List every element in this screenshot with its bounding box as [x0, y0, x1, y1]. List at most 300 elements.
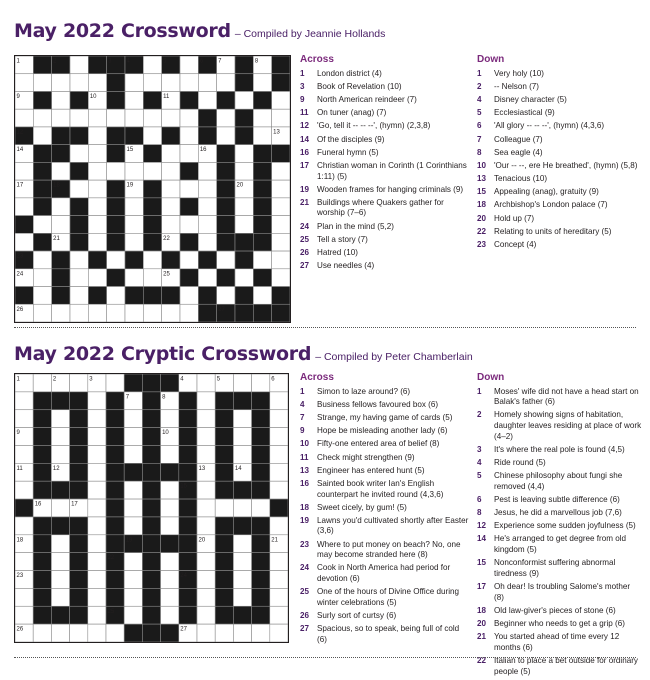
grid-cell[interactable]: [33, 304, 51, 322]
grid-cell[interactable]: [270, 392, 288, 410]
grid-cell[interactable]: [88, 463, 106, 481]
grid-cell[interactable]: [198, 216, 216, 234]
grid-cell[interactable]: [88, 553, 106, 571]
grid-cell[interactable]: [125, 198, 143, 216]
grid-cell[interactable]: [233, 445, 251, 463]
grid-cell[interactable]: [253, 287, 271, 305]
grid-cell[interactable]: [198, 162, 216, 180]
grid-cell[interactable]: [197, 606, 215, 624]
grid-cell[interactable]: [197, 428, 215, 446]
grid-cell[interactable]: [124, 428, 142, 446]
grid-cell[interactable]: [88, 180, 106, 198]
grid-cell[interactable]: [143, 304, 161, 322]
grid-cell[interactable]: [70, 56, 88, 74]
grid-cell[interactable]: [51, 445, 69, 463]
clue-number: 13: [477, 174, 487, 184]
grid-cell[interactable]: [233, 410, 251, 428]
grid-block: [142, 392, 160, 410]
grid-cell[interactable]: [15, 410, 33, 428]
grid-cell[interactable]: [52, 304, 70, 322]
grid-cell[interactable]: [197, 499, 215, 517]
clue-text: Book of Revelation (10): [317, 81, 402, 91]
grid-cell[interactable]: [88, 588, 106, 606]
grid-cell[interactable]: [124, 445, 142, 463]
grid-cell[interactable]: [270, 463, 288, 481]
grid-cell[interactable]: [88, 216, 106, 234]
grid-cell[interactable]: [235, 198, 253, 216]
grid-cell[interactable]: [270, 410, 288, 428]
grid-block: [125, 287, 143, 305]
across-clue: [300, 69, 470, 80]
cell-number: 13: [198, 465, 206, 472]
grid-cell[interactable]: [15, 588, 33, 606]
grid-cell[interactable]: [88, 233, 106, 251]
clue-text: Homely showing signs of habitation, daughter leaves residing at place of work (4–2): [494, 410, 642, 441]
grid-cell[interactable]: [15, 392, 33, 410]
grid-block: [106, 535, 124, 553]
grid-cell[interactable]: [51, 428, 69, 446]
grid-cell[interactable]: [270, 428, 288, 446]
grid-svg[interactable]: [15, 374, 288, 642]
grid-block: [107, 216, 125, 234]
clue-number: 21: [300, 197, 310, 207]
clue-text: Simon to laze around? (6): [317, 386, 411, 396]
grid-cell[interactable]: [125, 109, 143, 127]
grid-cell[interactable]: [107, 287, 125, 305]
grid-cell[interactable]: [270, 481, 288, 499]
down-clue: [477, 619, 642, 630]
grid-block: [252, 445, 270, 463]
grid-cell[interactable]: [107, 109, 125, 127]
grid-cell[interactable]: [270, 571, 288, 589]
grid-cell[interactable]: [253, 109, 271, 127]
clue-text: Appealing (anag), gratuity (9): [494, 187, 599, 197]
clue-number: 8: [477, 147, 482, 157]
grid-cell[interactable]: [33, 374, 51, 392]
across-clue: [300, 235, 470, 246]
grid-block: [179, 410, 197, 428]
grid-cell[interactable]: [180, 216, 198, 234]
grid-block: [51, 606, 69, 624]
grid-cell[interactable]: [161, 410, 179, 428]
clue-text: Oh dear! Is troubling Salome's mother (8): [494, 582, 631, 602]
grid-cell[interactable]: [106, 624, 124, 642]
down-clue: [477, 108, 642, 119]
grid-cell[interactable]: [88, 606, 106, 624]
grid-cell[interactable]: [180, 287, 198, 305]
grid-cell[interactable]: [252, 624, 270, 642]
grid-cell[interactable]: [88, 74, 106, 92]
grid-cell[interactable]: [88, 445, 106, 463]
clue-text: Concept (4): [494, 240, 537, 250]
clue-text: Funeral hymn (5): [317, 147, 379, 157]
clue-text: Hatred (10): [317, 248, 358, 258]
grid-cell[interactable]: [125, 269, 143, 287]
grid-cell[interactable]: [198, 74, 216, 92]
grid-cell[interactable]: [253, 251, 271, 269]
grid-cell[interactable]: [252, 499, 270, 517]
grid-cell[interactable]: [217, 109, 235, 127]
grid-cell[interactable]: [143, 109, 161, 127]
grid-cell[interactable]: [233, 499, 251, 517]
clue-text: Fifty-one entered area of belief (8): [317, 439, 440, 449]
grid-cell[interactable]: [124, 606, 142, 624]
grid-block: [52, 287, 70, 305]
crossword-across-clues: [300, 55, 470, 274]
grid-cell[interactable]: [70, 251, 88, 269]
grid-cell[interactable]: [33, 74, 51, 92]
grid-cell[interactable]: [88, 517, 106, 535]
grid-block: [106, 410, 124, 428]
grid-cell[interactable]: [70, 624, 88, 642]
grid-cell[interactable]: [197, 588, 215, 606]
across-clue: [300, 198, 470, 219]
grid-cell[interactable]: [125, 162, 143, 180]
grid-cell[interactable]: [197, 445, 215, 463]
grid-cell[interactable]: [233, 428, 251, 446]
down-clue: [477, 582, 642, 603]
grid-block: [217, 180, 235, 198]
grid-cell[interactable]: [235, 145, 253, 163]
grid-cell[interactable]: [197, 374, 215, 392]
grid-cell[interactable]: [253, 127, 271, 145]
grid-cell[interactable]: [162, 180, 180, 198]
grid-cell[interactable]: [233, 588, 251, 606]
grid-cell[interactable]: [88, 571, 106, 589]
grid-cell[interactable]: [272, 109, 290, 127]
grid-cell[interactable]: [125, 233, 143, 251]
clue-text: Italian to place a bet outside for ordinary people (5): [494, 655, 638, 676]
grid-cell[interactable]: [198, 198, 216, 216]
grid-cell[interactable]: [88, 162, 106, 180]
grid-block: [107, 145, 125, 163]
grid-cell[interactable]: [215, 624, 233, 642]
grid-svg[interactable]: [15, 56, 290, 322]
across-clue: [300, 82, 470, 93]
grid-cell[interactable]: [198, 269, 216, 287]
grid-cell[interactable]: [180, 127, 198, 145]
grid-cell[interactable]: [52, 198, 70, 216]
clue-number: 2: [477, 410, 482, 420]
grid-cell[interactable]: [33, 624, 51, 642]
across-clue: [300, 563, 470, 584]
grid-block: [33, 445, 51, 463]
grid-cell[interactable]: [180, 56, 198, 74]
grid-cell[interactable]: [197, 392, 215, 410]
grid-cell[interactable]: [88, 428, 106, 446]
grid-cell[interactable]: [270, 517, 288, 535]
down-clue: [477, 656, 642, 677]
grid-cell[interactable]: [124, 571, 142, 589]
grid-cell[interactable]: [15, 109, 33, 127]
grid-cell[interactable]: [162, 74, 180, 92]
grid-block: [142, 499, 160, 517]
grid-cell[interactable]: [270, 445, 288, 463]
grid-cell[interactable]: [161, 499, 179, 517]
grid-block: [106, 517, 124, 535]
grid-cell[interactable]: [51, 571, 69, 589]
grid-cell[interactable]: [233, 553, 251, 571]
cell-number: 20: [236, 182, 244, 189]
grid-cell[interactable]: [217, 74, 235, 92]
grid-cell[interactable]: [161, 481, 179, 499]
grid-cell[interactable]: [161, 606, 179, 624]
grid-cell[interactable]: [270, 588, 288, 606]
grid-cell[interactable]: [15, 198, 33, 216]
grid-block: [142, 606, 160, 624]
grid-cell[interactable]: [70, 109, 88, 127]
clue-text: Disney character (5): [494, 94, 567, 104]
grid-cell[interactable]: [125, 91, 143, 109]
clue-text: Surly sort of curtsy (6): [317, 611, 397, 620]
grid-cell[interactable]: [197, 481, 215, 499]
grid-cell[interactable]: [215, 499, 233, 517]
grid-cell[interactable]: [51, 588, 69, 606]
grid-cell[interactable]: [270, 553, 288, 571]
grid-cell[interactable]: [88, 624, 106, 642]
grid-cell[interactable]: [180, 251, 198, 269]
grid-cell[interactable]: [233, 571, 251, 589]
across-clue: [300, 479, 470, 500]
grid-cell[interactable]: [217, 251, 235, 269]
grid-cell[interactable]: [272, 233, 290, 251]
grid-cell[interactable]: [124, 410, 142, 428]
grid-cell[interactable]: [143, 56, 161, 74]
grid-block: [252, 428, 270, 446]
grid-cell[interactable]: [88, 127, 106, 145]
grid-cell[interactable]: [70, 287, 88, 305]
grid-cell[interactable]: [88, 535, 106, 553]
grid-cell[interactable]: [270, 624, 288, 642]
grid-cell[interactable]: [52, 74, 70, 92]
grid-cell[interactable]: [217, 287, 235, 305]
grid-cell[interactable]: [233, 374, 251, 392]
down-clue: [477, 387, 642, 408]
cell-number: 6: [199, 58, 204, 65]
grid-block: [143, 91, 161, 109]
grid-cell[interactable]: [270, 606, 288, 624]
grid-cell[interactable]: [15, 74, 33, 92]
grid-block: [33, 517, 51, 535]
grid-cell[interactable]: [52, 216, 70, 234]
clue-number: 9: [300, 94, 305, 104]
grid-cell[interactable]: [15, 606, 33, 624]
grid-cell[interactable]: [162, 145, 180, 163]
across-clue: [300, 503, 470, 514]
grid-block: [33, 588, 51, 606]
grid-cell[interactable]: [125, 304, 143, 322]
grid-cell[interactable]: [180, 180, 198, 198]
clue-number: 22: [477, 655, 487, 665]
grid-cell[interactable]: [197, 571, 215, 589]
cell-number: 27: [218, 306, 225, 313]
grid-cell[interactable]: [161, 553, 179, 571]
cell-number: 19: [125, 537, 133, 544]
grid-block: [179, 517, 197, 535]
grid-cell[interactable]: [88, 198, 106, 216]
grid-cell[interactable]: [88, 499, 106, 517]
grid-cell[interactable]: [233, 624, 251, 642]
grid-cell[interactable]: [107, 162, 125, 180]
grid-cell[interactable]: [52, 162, 70, 180]
grid-cell[interactable]: [15, 445, 33, 463]
grid-cell[interactable]: [33, 109, 51, 127]
grid-cell[interactable]: [70, 269, 88, 287]
grid-cell[interactable]: [88, 392, 106, 410]
grid-cell[interactable]: [88, 481, 106, 499]
grid-cell[interactable]: [51, 553, 69, 571]
grid-cell[interactable]: [33, 287, 51, 305]
across-clue: [300, 185, 470, 196]
grid-cell[interactable]: [272, 216, 290, 234]
grid-cell[interactable]: [180, 74, 198, 92]
grid-cell[interactable]: [124, 481, 142, 499]
grid-cell[interactable]: [272, 251, 290, 269]
grid-cell[interactable]: [162, 304, 180, 322]
grid-block: [235, 233, 253, 251]
grid-cell[interactable]: [124, 588, 142, 606]
grid-cell[interactable]: [253, 74, 271, 92]
grid-cell[interactable]: [143, 269, 161, 287]
grid-cell[interactable]: [180, 304, 198, 322]
down-heading: Down: [477, 54, 505, 65]
grid-block: [142, 588, 160, 606]
grid-cell[interactable]: [198, 91, 216, 109]
cryptic-crossword-grid[interactable]: [14, 373, 289, 643]
grid-block: [215, 517, 233, 535]
grid-cell[interactable]: [70, 374, 88, 392]
grid-block: [252, 410, 270, 428]
grid-cell[interactable]: [15, 553, 33, 571]
grid-cell[interactable]: [70, 180, 88, 198]
grid-cell[interactable]: [15, 162, 33, 180]
grid-cell[interactable]: [88, 109, 106, 127]
grid-cell[interactable]: [143, 74, 161, 92]
grid-cell[interactable]: [107, 251, 125, 269]
grid-cell[interactable]: [124, 499, 142, 517]
grid-cell[interactable]: [106, 374, 124, 392]
clue-number: 18: [477, 605, 487, 615]
grid-block: [252, 535, 270, 553]
grid-cell[interactable]: [52, 109, 70, 127]
clue-number: 16: [300, 478, 310, 488]
clue-text: Sea eagle (4): [494, 147, 543, 157]
cell-number: 10: [89, 93, 97, 100]
grid-block: [179, 428, 197, 446]
grid-block: [215, 428, 233, 446]
grid-cell[interactable]: [198, 233, 216, 251]
clue-text: Pest is leaving subtle difference (6): [494, 494, 620, 504]
grid-cell[interactable]: [197, 553, 215, 571]
grid-cell[interactable]: [143, 251, 161, 269]
grid-cell[interactable]: [15, 481, 33, 499]
grid-cell[interactable]: [52, 91, 70, 109]
grid-cell[interactable]: [162, 216, 180, 234]
grid-cell[interactable]: [180, 109, 198, 127]
grid-cell[interactable]: [235, 91, 253, 109]
grid-cell[interactable]: [180, 145, 198, 163]
grid-cell[interactable]: [162, 198, 180, 216]
grid-cell[interactable]: [124, 553, 142, 571]
grid-cell[interactable]: [143, 127, 161, 145]
cell-number: 26: [16, 306, 24, 313]
grid-cell[interactable]: [33, 216, 51, 234]
grid-cell[interactable]: [235, 162, 253, 180]
grid-cell[interactable]: [161, 517, 179, 535]
clue-text: 'Go, tell it -- -- --', (hymn) (2,3,8): [317, 121, 431, 131]
grid-cell[interactable]: [124, 517, 142, 535]
grid-cell[interactable]: [272, 162, 290, 180]
grid-cell[interactable]: [33, 127, 51, 145]
grid-cell[interactable]: [272, 91, 290, 109]
clue-text: North American reindeer (7): [317, 94, 417, 104]
grid-cell[interactable]: [235, 269, 253, 287]
grid-cell[interactable]: [162, 162, 180, 180]
cell-number: 21: [271, 537, 278, 544]
clue-number: 26: [300, 248, 310, 258]
grid-cell[interactable]: [15, 517, 33, 535]
grid-cell[interactable]: [272, 269, 290, 287]
grid-cell[interactable]: [70, 145, 88, 163]
grid-cell[interactable]: [51, 624, 69, 642]
grid-block: [88, 287, 106, 305]
grid-cell[interactable]: [33, 251, 51, 269]
grid-cell[interactable]: [198, 180, 216, 198]
grid-cell[interactable]: [235, 216, 253, 234]
grid-cell[interactable]: [33, 269, 51, 287]
grid-cell[interactable]: [70, 74, 88, 92]
clue-text: On tuner (anag) (7): [317, 108, 387, 118]
grid-cell[interactable]: [252, 374, 270, 392]
grid-cell[interactable]: [162, 109, 180, 127]
grid-cell[interactable]: [88, 304, 106, 322]
grid-cell[interactable]: [88, 410, 106, 428]
grid-cell[interactable]: [233, 535, 251, 553]
clue-text: -- Nelson (7): [494, 81, 539, 91]
grid-block: [142, 517, 160, 535]
grid-block: [70, 481, 88, 499]
grid-cell[interactable]: [51, 535, 69, 553]
grid-cell[interactable]: [15, 233, 33, 251]
grid-cell[interactable]: [197, 624, 215, 642]
grid-cell[interactable]: [88, 269, 106, 287]
clue-number: 6: [477, 121, 482, 131]
cell-number: 17: [71, 501, 78, 508]
grid-cell[interactable]: [272, 198, 290, 216]
grid-cell[interactable]: [197, 517, 215, 535]
crossword-grid[interactable]: [14, 55, 291, 323]
grid-cell[interactable]: [197, 410, 215, 428]
grid-cell[interactable]: [125, 74, 143, 92]
grid-cell[interactable]: [88, 145, 106, 163]
grid-cell[interactable]: [161, 445, 179, 463]
grid-block: [107, 269, 125, 287]
grid-cell[interactable]: [143, 162, 161, 180]
cell-number: 4: [180, 376, 184, 383]
grid-cell[interactable]: [70, 304, 88, 322]
grid-cell[interactable]: [107, 304, 125, 322]
grid-cell[interactable]: [217, 127, 235, 145]
grid-cell[interactable]: [161, 588, 179, 606]
grid-cell[interactable]: [125, 216, 143, 234]
grid-cell[interactable]: [51, 410, 69, 428]
grid-cell[interactable]: [161, 571, 179, 589]
across-clue: [300, 387, 470, 398]
clue-number: 1: [300, 386, 305, 396]
grid-cell[interactable]: [51, 499, 69, 517]
grid-cell[interactable]: [272, 180, 290, 198]
cell-number: 18: [16, 537, 24, 544]
